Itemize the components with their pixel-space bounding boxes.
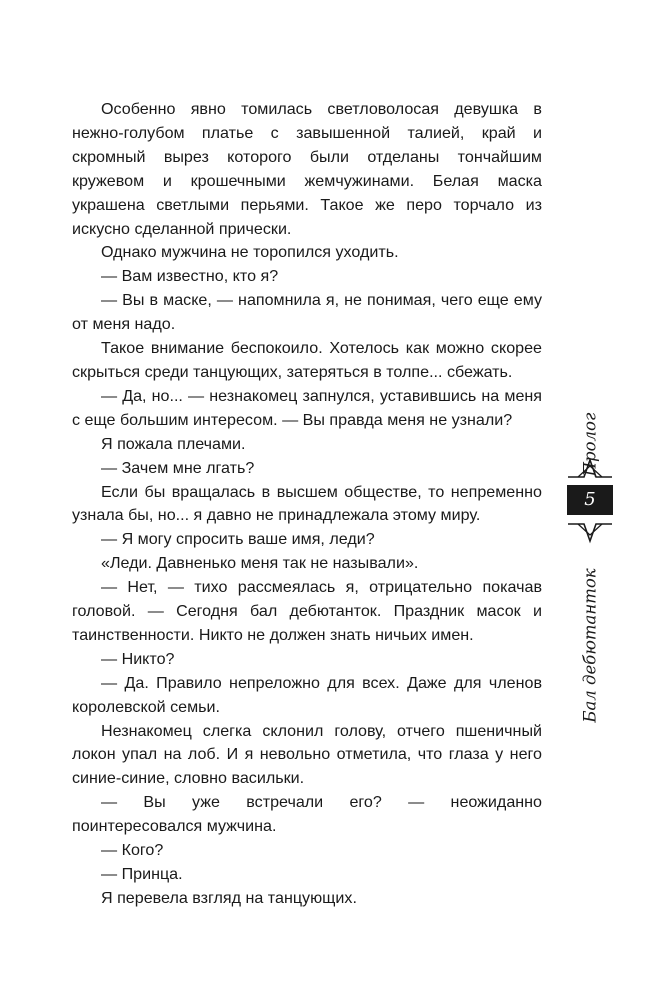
paragraph: «Леди. Давненько меня так не называли». [101,554,419,573]
paragraph: Я пожала плечами. [101,434,246,453]
paragraph: — Кого? [101,841,164,860]
paragraph: — Принца. [101,865,183,883]
body-text [72,98,542,911]
paragraph: — Я могу спросить ваше имя, леди? [101,530,375,549]
paragraph: — Вы уже встречали его? — неожиданно поинтересовался мужчина. [72,793,542,836]
paragraph: — Вы в маске, — напомнила я, не понимая, чего еще ему от меня надо. [72,291,542,334]
ornament-bottom-icon [566,521,614,545]
paragraph: — Нет, — тихо рассмеялась я, отрицательно покачав головой. — Сегодня бал дебютанток. Праздник масок и таинственности. Никто не должен знать ничьих имен. [72,578,542,644]
paragraph: — Никто? [101,649,175,668]
paragraph: Однако мужчина не торопился уходить. [101,243,399,262]
paragraph: — Зачем мне лгать? [101,458,255,477]
paragraph: Незнакомец слегка склонил голову, отчего пшеничный локон упал на лоб. И я невольно отметила, что глаза у него синие-синие, словно васильки. [72,721,542,788]
paragraph: Особенно явно томилась светловолосая девушка в нежно-голубом платье с завышенной талией, край и скромный вырез которого были отделаны тончайшим кружевом и крошечными жемчужинами. Белая маска украшена светлыми перьями. Такое же перо торчало из искусно сделанной прически. [72,100,542,238]
paragraph: — Да, но... — незнакомец запнулся, уставившись на меня с еще большим интересом. — Вы правда меня не узнали? [72,386,542,429]
running-header [560,380,620,740]
paragraph: Если бы вращалась в высшем обществе, то непременно узнала бы, но... я давно не принадлежала этому миру. [72,482,542,525]
ornament-top-icon [566,456,614,480]
paragraph: Такое внимание беспокоило. Хотелось как можно скорее скрыться среди танцующих, затеряться в толпе... сбежать. [72,339,542,381]
paragraph: Я перевела взгляд на танцующих. [101,888,357,907]
page-number: 5 [567,485,613,515]
paragraph: — Вам известно, кто я? [101,267,279,286]
paragraph: — Да. Правило непреложно для всех. Даже для членов королевской семьи. [72,673,542,716]
chapter-title: Пролог [580,412,600,477]
book-title: Бал дебютанток [580,568,600,723]
